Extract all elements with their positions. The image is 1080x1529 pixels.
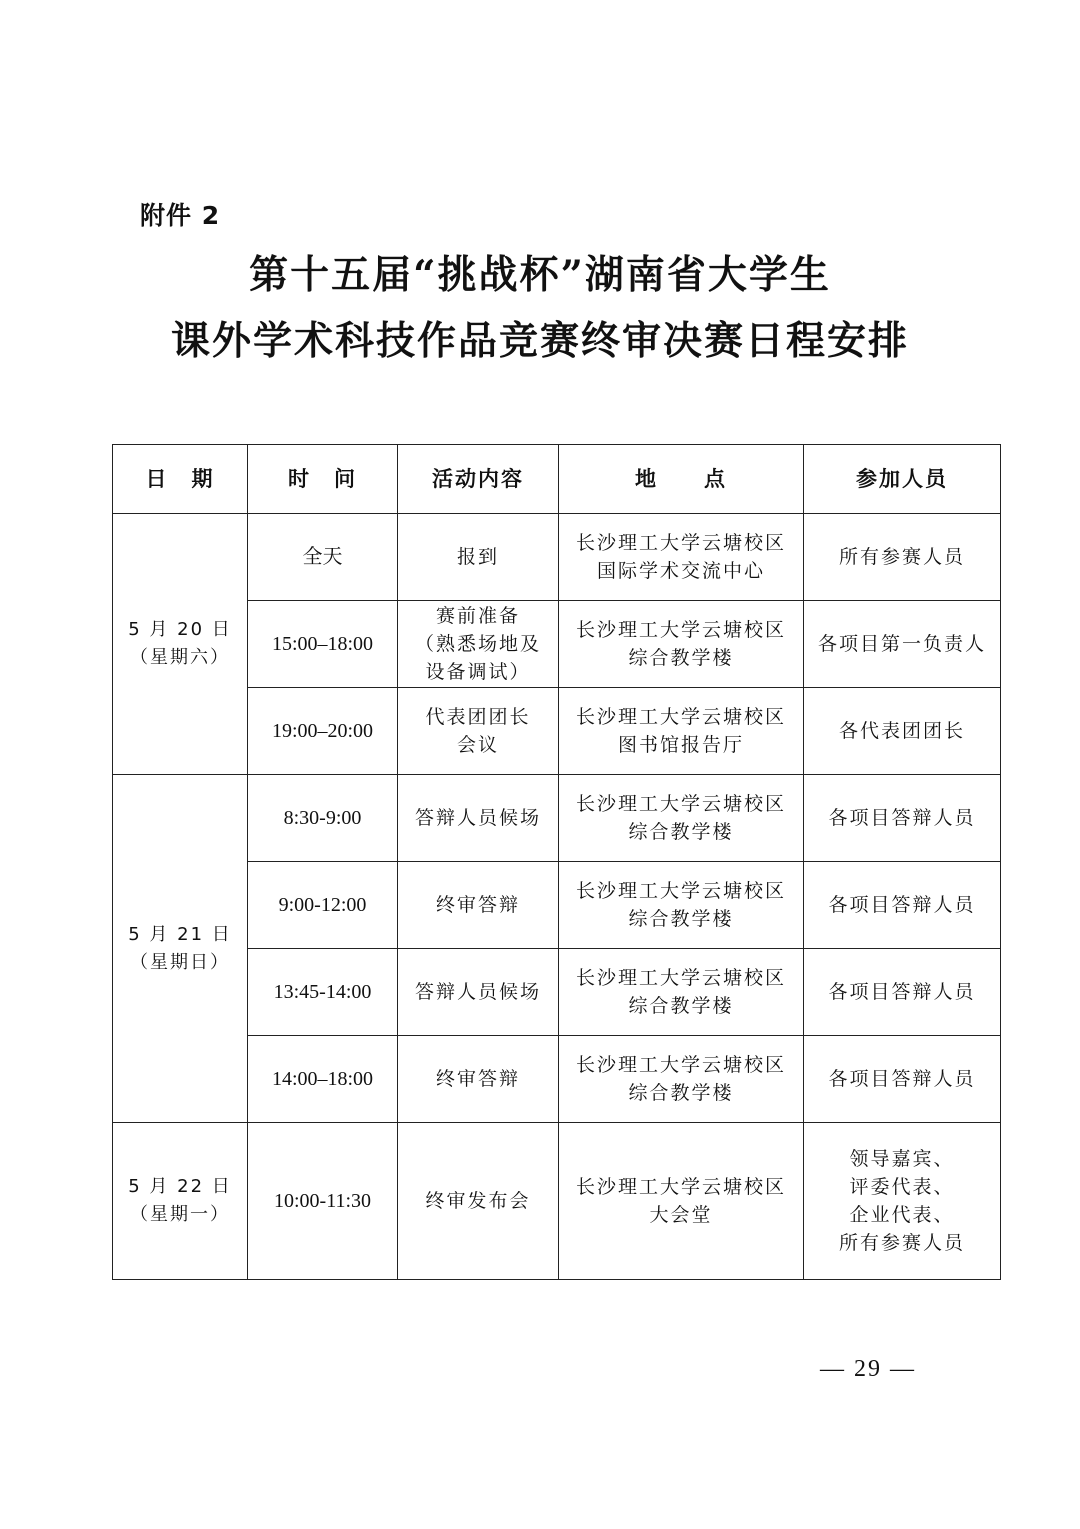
activity-cell	[398, 514, 559, 601]
participants-cell	[804, 1036, 1001, 1123]
location-cell	[559, 775, 804, 862]
time-cell: 15:00–18:00	[248, 601, 398, 688]
activity-line: （熟悉场地及	[414, 633, 541, 655]
location-line: 长沙理工大学云塘校区	[575, 619, 786, 641]
time-cell: 全天	[248, 514, 398, 601]
location-cell	[559, 862, 804, 949]
activity-line: 终审答辩	[435, 894, 520, 916]
attachment-label: 附件 2	[140, 201, 221, 230]
activity-cell	[398, 775, 559, 862]
header-date: 日 期	[113, 445, 248, 514]
participants-cell	[804, 688, 1001, 775]
time-cell: 8:30-9:00	[248, 775, 398, 862]
location-cell	[559, 688, 804, 775]
participants-line: 各项目答辩人员	[828, 894, 976, 916]
date-cell	[113, 514, 248, 775]
date-cell	[113, 1123, 248, 1280]
location-line: 综合教学楼	[628, 821, 734, 843]
table-row	[113, 514, 1001, 601]
header-participants: 参加人员	[804, 445, 1001, 514]
activity-line: 终审发布会	[425, 1190, 531, 1212]
time-cell: 10:00-11:30	[248, 1123, 398, 1280]
location-line: 综合教学楼	[628, 1082, 734, 1104]
page-number: — 29 —	[820, 1356, 916, 1382]
participants-line: 所有参赛人员	[838, 546, 965, 568]
participants-cell	[804, 862, 1001, 949]
document-title-line-1: 第十五届“挑战杯”湖南省大学生	[249, 252, 831, 298]
activity-cell	[398, 1123, 559, 1280]
activity-line: 报到	[456, 546, 499, 568]
weekday-text: （星期一）	[130, 1204, 230, 1225]
location-line: 综合教学楼	[628, 908, 734, 930]
time-cell: 9:00-12:00	[248, 862, 398, 949]
location-line: 综合教学楼	[628, 995, 734, 1017]
location-line: 长沙理工大学云塘校区	[575, 1054, 786, 1076]
document-title-line-2: 课外学术科技作品竞赛终审决赛日程安排	[170, 318, 909, 364]
participants-line: 评委代表、	[849, 1176, 955, 1198]
date-cell	[113, 775, 248, 1123]
header-activity: 活动内容	[398, 445, 559, 514]
participants-line: 领导嘉宾、	[849, 1148, 955, 1170]
location-cell	[559, 949, 804, 1036]
participants-line: 各代表团团长	[838, 720, 965, 742]
header-location: 地 点	[559, 445, 804, 514]
activity-line: 代表团团长	[425, 706, 531, 728]
activity-cell	[398, 601, 559, 688]
participants-cell	[804, 775, 1001, 862]
location-line: 长沙理工大学云塘校区	[575, 967, 786, 989]
weekday-text: （星期日）	[130, 951, 230, 973]
location-cell	[559, 601, 804, 688]
header-time: 时 问	[248, 445, 398, 514]
activity-line: 答辩人员候场	[414, 981, 541, 1003]
activity-line: 答辩人员候场	[414, 807, 541, 829]
location-cell	[559, 1036, 804, 1123]
participants-line: 各项目答辩人员	[828, 807, 976, 829]
participants-line: 所有参赛人员	[838, 1232, 965, 1254]
activity-line: 赛前准备	[435, 605, 520, 627]
activity-line: 会议	[456, 734, 499, 756]
location-line: 综合教学楼	[628, 647, 734, 669]
table-row	[113, 775, 1001, 862]
location-line: 长沙理工大学云塘校区	[575, 880, 786, 902]
weekday-text: （星期六）	[130, 647, 230, 668]
date-text: 5 月 20 日	[128, 619, 232, 640]
activity-cell	[398, 688, 559, 775]
location-line: 国际学术交流中心	[596, 560, 765, 582]
date-text: 5 月 21 日	[128, 923, 232, 945]
time-cell: 19:00–20:00	[248, 688, 398, 775]
participants-line: 企业代表、	[849, 1204, 955, 1226]
table-row	[113, 1123, 1001, 1280]
participants-line: 各项目答辩人员	[828, 1068, 976, 1090]
activity-cell	[398, 862, 559, 949]
location-line: 大会堂	[649, 1204, 713, 1226]
participants-cell	[804, 949, 1001, 1036]
time-cell: 13:45-14:00	[248, 949, 398, 1036]
location-line: 长沙理工大学云塘校区	[575, 532, 786, 554]
activity-line: 终审答辩	[435, 1068, 520, 1090]
participants-line: 各项目第一负责人	[817, 633, 986, 655]
location-line: 长沙理工大学云塘校区	[575, 1176, 786, 1198]
location-line: 图书馆报告厅	[617, 734, 744, 756]
participants-cell	[804, 601, 1001, 688]
time-cell: 14:00–18:00	[248, 1036, 398, 1123]
activity-line: 设备调试）	[425, 661, 531, 683]
location-line: 长沙理工大学云塘校区	[575, 793, 786, 815]
location-cell	[559, 1123, 804, 1280]
activity-cell	[398, 949, 559, 1036]
schedule-table	[112, 444, 1001, 1280]
activity-cell	[398, 1036, 559, 1123]
participants-line: 各项目答辩人员	[828, 981, 976, 1003]
participants-cell	[804, 514, 1001, 601]
participants-cell	[804, 1123, 1001, 1280]
date-text: 5 月 22 日	[128, 1176, 232, 1197]
location-cell	[559, 514, 804, 601]
location-line: 长沙理工大学云塘校区	[575, 706, 786, 728]
table-header-row	[113, 445, 1001, 514]
